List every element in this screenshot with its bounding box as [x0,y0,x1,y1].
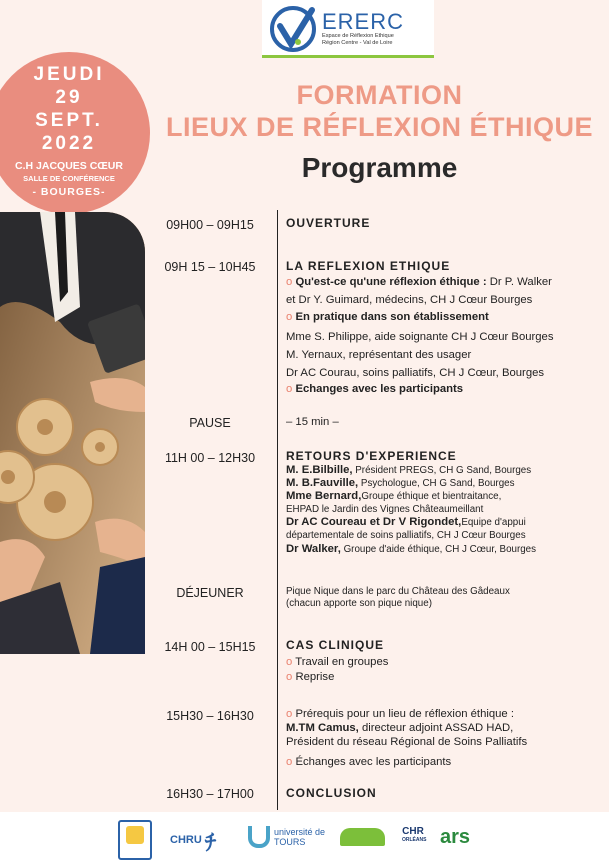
ererc-logo [262,0,434,58]
list-item [286,708,514,720]
page-subtitle: Programme [301,152,458,183]
item-text: Dr P. Walker [486,276,552,288]
item-bold: Dr AC Coureau et Dr V Rigondet, [286,516,462,528]
item-bold: M.TM Camus, [286,722,359,734]
item-text: Groupe d'aide éthique, CH J Cœur, Bourges [340,544,537,555]
item-bold: Mme Bernard, [286,490,362,502]
logo-name: ERERC [322,9,405,34]
item-bold: Dr Walker, [286,543,341,555]
list-item [286,756,451,768]
time-retours: 11H 00 – 12H30 [164,451,256,465]
time-ouverture: 09H00 – 09H15 [166,218,254,232]
ars-logo: ars [440,826,471,848]
time-prerequis: 15H30 – 16H30 [166,709,254,723]
item-text: Equipe d'appui [461,517,526,528]
time-dejeuner: DÉJEUNER [176,586,244,600]
badge-year: 2022 [41,133,97,154]
lunch-line2: (chacun apporte son pique nique) [286,598,432,609]
badge-city: - BOURGES- [32,186,106,198]
title-line2: LIEUX DE RÉFLEXION ÉTHIQUE [165,112,594,142]
list-line [286,490,501,502]
item-text: Psychologue, CH G Sand, Bourges [358,478,515,489]
chru-logo: CHRU [170,834,202,846]
list-line [286,464,531,476]
ererc-swoosh-icon [268,4,318,54]
list-line: EHPAD le Jardin des Vignes Châteaumeillant [286,504,484,515]
universite-tours-logo: université de TOURS [274,827,326,847]
list-line: départementale de soins palliatifs, CH J Cœur Bourges [286,530,526,541]
bullet: o [286,756,293,768]
badge-room: SALLE DE CONFÉRENCE [23,174,115,183]
item-text: Groupe éthique et bientraitance, [361,491,502,502]
chr-text: CHR [402,826,424,837]
bullet: o [286,311,293,323]
departement-logo [340,828,385,846]
schedule-divider [277,210,278,810]
chr-orleans-logo [402,826,427,843]
badge-day: JEUDI [33,64,105,85]
list-item [286,671,334,683]
pause-text: – 15 min – [286,416,339,428]
title-line1: FORMATION [296,80,463,110]
list-line [286,516,526,528]
item-text: Prérequis pour un lieu de réflexion éthique : [295,708,514,720]
list-line: M. Yernaux, représentant des usager [286,349,472,361]
heading-ouverture: OUVERTURE [286,216,371,230]
item-text: Travail en groupes [295,656,389,668]
list-line: Dr AC Courau, soins palliatifs, CH J Cœur, Bourges [286,367,545,379]
item-text: Président PREGS, CH G Sand, Bourges [352,465,532,476]
heading-reflexion: LA REFLEXION ETHIQUE [286,259,451,273]
item-text: directeur adjoint ASSAD HAD, [358,722,514,734]
bullet: o [286,656,293,668]
centre-val-de-loire-logo [118,820,152,860]
list-item [286,383,463,395]
list-item [286,656,388,668]
item-bold: Qu'est-ce qu'une réflexion éthique : [295,276,487,288]
time-cas-clinique: 14H 00 – 15H15 [164,640,256,654]
badge-month: SEPT. [35,110,103,131]
badge-place: C.H JACQUES CŒUR [15,160,123,172]
date-badge [0,52,150,214]
time-reflexion: 09H 15 – 10H45 [164,260,256,274]
logo-line1: Espace de Réflexion Ethique [322,33,394,39]
item-bold: M. B.Fauville, [286,477,359,489]
badge-date: 29 [55,87,83,108]
list-line [286,477,515,489]
item-bold: M. E.Bilbille, [286,464,353,476]
lunch-line1: Pique Nique dans le parc du Château des Gâdeaux [286,586,510,597]
partner-logos [0,812,609,864]
bullet: o [286,708,293,720]
item-text: Échanges avec les participants [295,756,452,768]
bullet: o [286,671,293,683]
list-item [286,311,489,323]
heading-conclusion: CONCLUSION [286,786,377,800]
bullet: o [286,383,293,395]
list-line: Président du réseau Régional de Soins Palliatifs [286,736,528,748]
item-bold: Echanges avec les participants [295,383,464,395]
region-icon [126,826,144,844]
universite-u-icon [248,826,270,848]
list-item [286,276,552,288]
heading-retours: RETOURS D'EXPERIENCE [286,449,457,463]
logo-line2: Région Centre - Val de Loire [322,40,393,46]
chru-cross-icon: ﾁ [205,830,217,855]
time-pause: PAUSE [189,416,231,430]
item-text: Reprise [295,671,335,683]
heading-cas-clinique: CAS CLINIQUE [286,638,385,652]
gears-photo [0,212,145,654]
time-conclusion: 16H30 – 17H00 [166,787,254,801]
list-line: et Dr Y. Guimard, médecins, CH J Cœur Bourges [286,294,533,306]
bullet: o [286,276,293,288]
list-line [286,543,536,555]
item-bold: En pratique dans son établissement [295,311,489,323]
chr-sub-text: ORLÉANS [402,837,427,843]
list-line: Mme S. Philippe, aide soignante CH J Cœur Bourges [286,331,554,343]
list-line [286,722,513,734]
